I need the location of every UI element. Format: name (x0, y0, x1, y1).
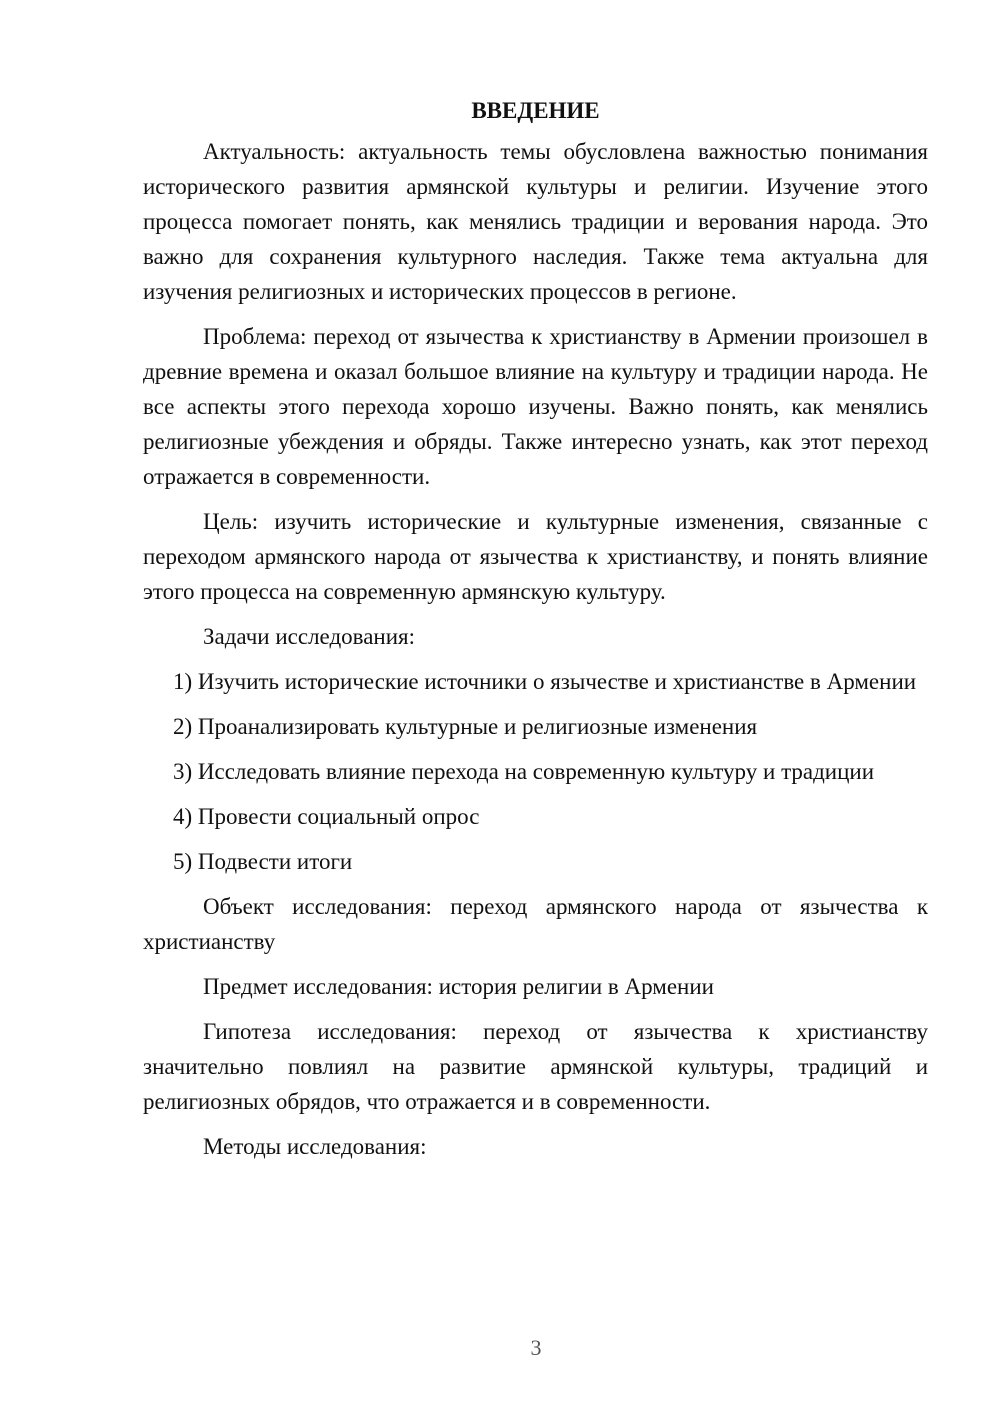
subject-paragraph: Предмет исследования: история религии в Армении (203, 974, 714, 999)
tasks-title: Задачи исследования: (203, 624, 416, 649)
task-item: 4) Провести социальный опрос (173, 804, 480, 829)
section-heading: ВВЕДЕНИЕ (471, 98, 600, 123)
goal-paragraph: Цель: изучить исторические и культурные изменения, связанные с переходом армянского народа от язычества к христианству, и понять влияние этого процесса на современную армянскую культуру. (143, 509, 928, 604)
object-paragraph: Объект исследования: переход армянского народа от язычества к христианству (143, 894, 928, 954)
hypothesis-paragraph: Гипотеза исследования: переход от язычества к христианству значительно повлиял на развитие армянской культуры, традиций и религиозных обрядов, что отражается и в современности. (143, 1019, 928, 1114)
task-item: 1) Изучить исторические источники о язычестве и христианстве в Армении (173, 669, 917, 694)
relevance-paragraph: Актуальность: актуальность темы обусловлена важностью понимания исторического развития армянской культуры и религии. Изучение этого процесса помогает понять, как менялись традиции и верования народа. Это важно для сохранения культурного наследия. Также тема актуальна для изучения религиозных и исторических процессов в регионе. (143, 139, 928, 304)
task-item: 2) Проанализировать культурные и религиозные изменения (173, 714, 758, 739)
task-item: 3) Исследовать влияние перехода на современную культуру и традиции (173, 759, 875, 784)
methods-title: Методы исследования: (203, 1134, 427, 1159)
page-number: 3 (530, 1335, 542, 1360)
task-item: 5) Подвести итоги (173, 849, 353, 874)
page-content (143, 93, 928, 1174)
problem-paragraph: Проблема: переход от язычества к христианству в Армении произошел в древние времена и оказал большое влияние на культуру и традиции народа. Не все аспекты этого перехода хорошо изучены. Важно понять, как менялись религиозные убеждения и обряды. Также интересно узнать, как этот переход отражается в современности. (143, 324, 928, 489)
